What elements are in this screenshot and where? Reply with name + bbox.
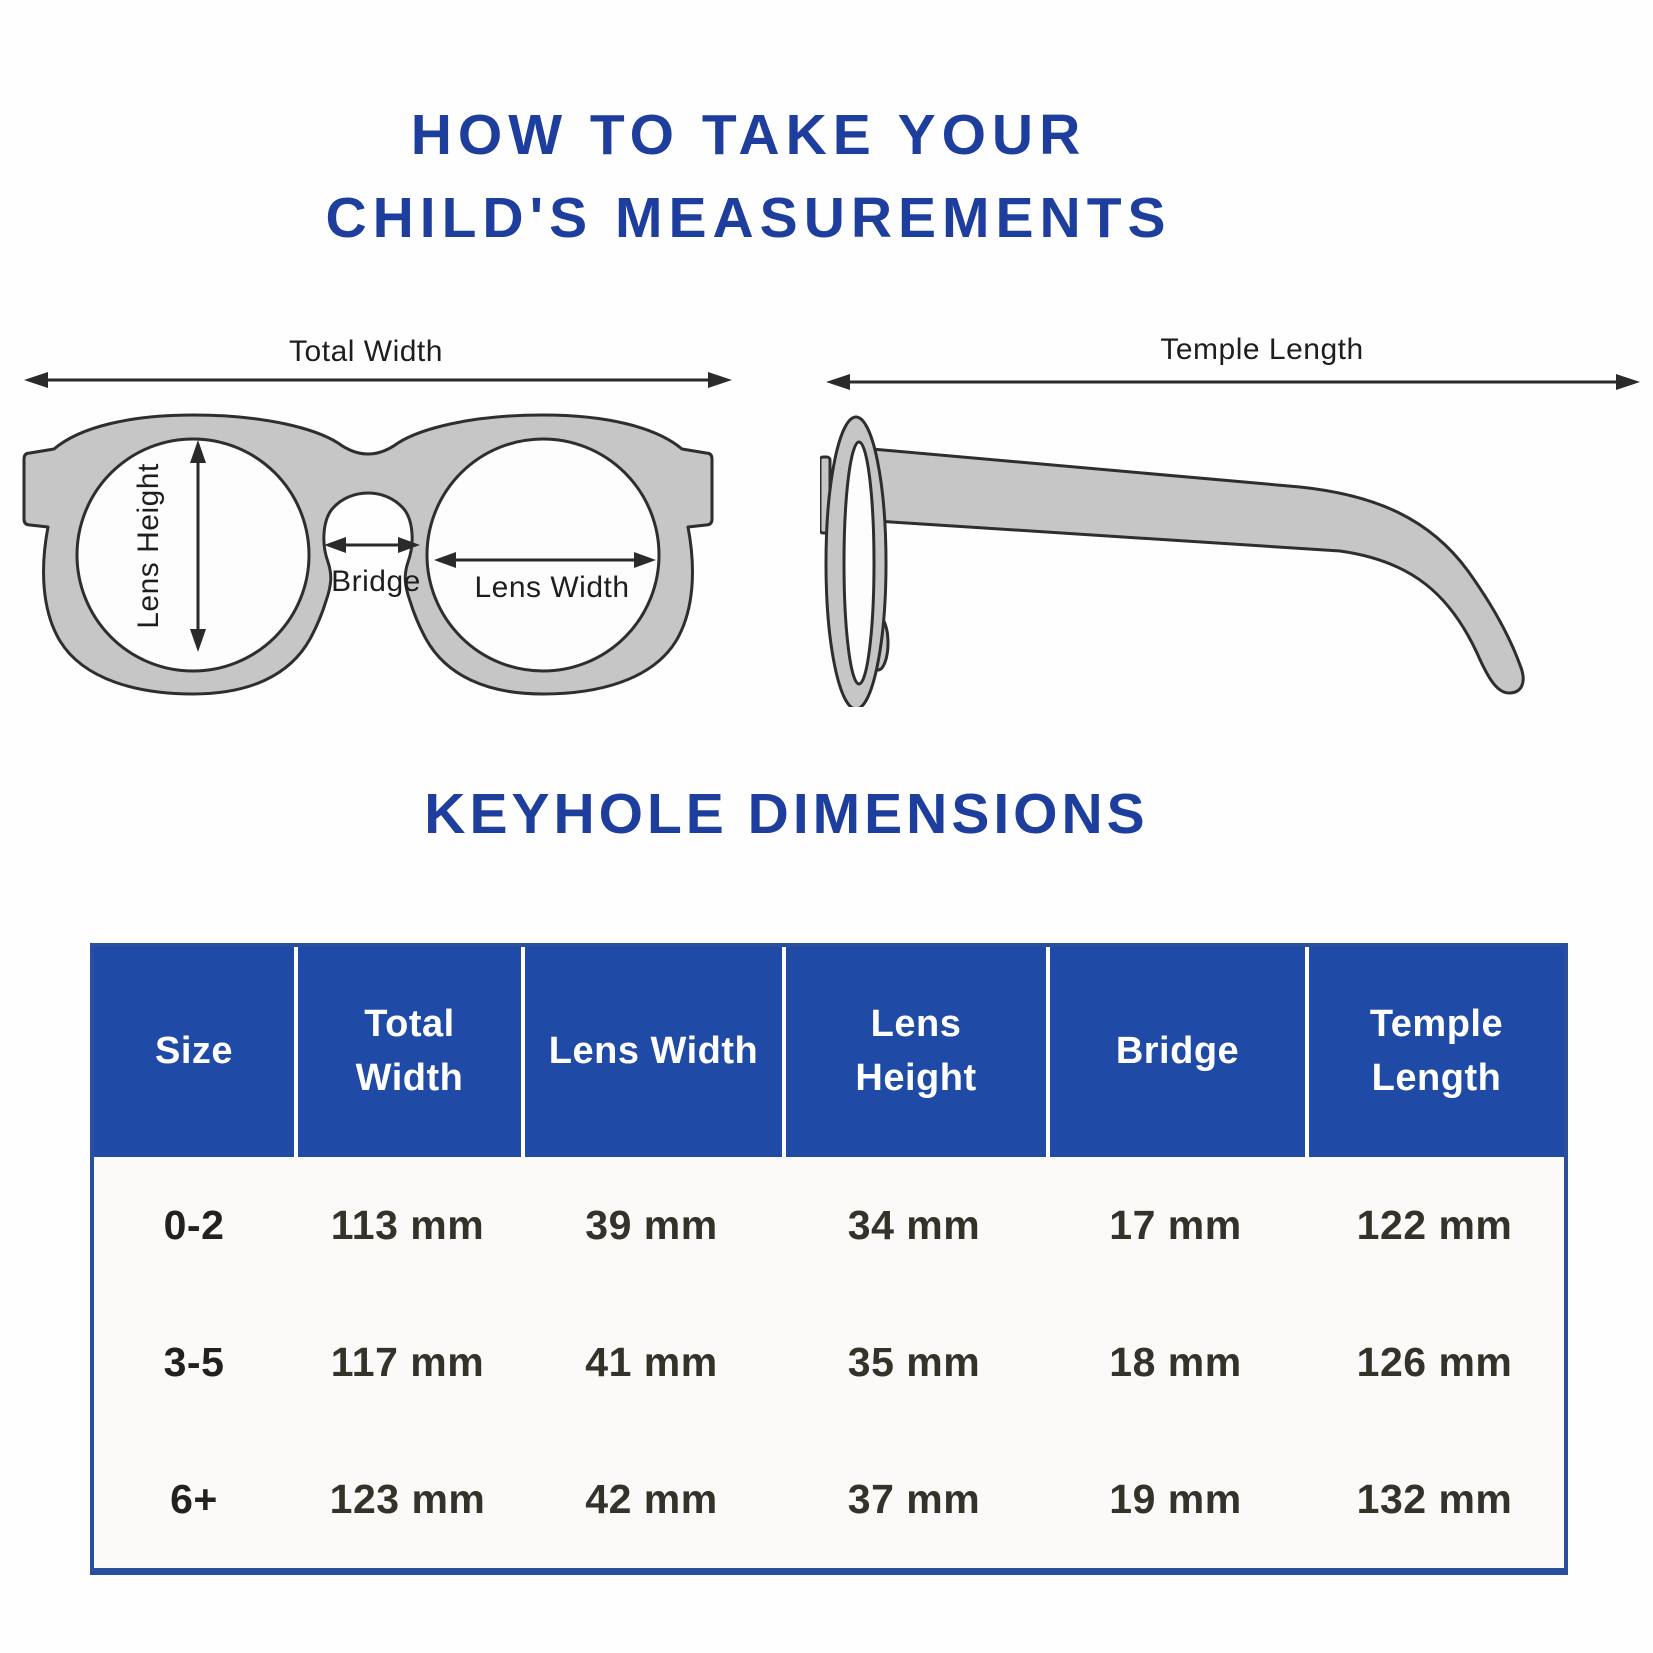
total-width-value: 113 mm [330, 1202, 485, 1249]
lens-width-value: 39 mm [585, 1202, 718, 1249]
bridge-value: 18 mm [1109, 1339, 1242, 1386]
column-header-total-width: Total Width [294, 947, 521, 1157]
section-title: KEYHOLE DIMENSIONS [424, 782, 1149, 847]
side-lens [844, 442, 874, 684]
lens-width-label: Lens Width [474, 571, 630, 605]
temple-length-value: 132 mm [1356, 1476, 1513, 1523]
column-header-bridge: Bridge [1046, 947, 1305, 1157]
glasses-front-view-diagram [18, 323, 738, 707]
lens-width-value: 41 mm [585, 1339, 718, 1386]
column-header-temple-length: Temple Length [1305, 947, 1564, 1157]
temple-length-value: 126 mm [1356, 1339, 1513, 1386]
lens-height-value: 34 mm [847, 1202, 981, 1249]
size-value: 0-2 [163, 1202, 225, 1249]
total-width-value: 123 mm [329, 1476, 486, 1523]
column-header-lens-width: Lens Width [521, 947, 782, 1157]
page-title-line-1: HOW TO TAKE YOUR [410, 103, 1087, 167]
temple-length-value: 122 mm [1356, 1202, 1513, 1249]
column-header-lens-height: Lens Height [782, 947, 1046, 1157]
page-title-line-2: CHILD'S MEASUREMENTS [325, 185, 1172, 250]
size-value: 3-5 [163, 1339, 225, 1386]
bridge-value: 19 mm [1109, 1476, 1242, 1523]
glasses-side-view-diagram [820, 323, 1650, 707]
table-row [94, 1157, 1564, 1294]
page-title [0, 0, 1575, 259]
temple-length-label: Temple Length [1160, 333, 1364, 367]
total-width-value: 117 mm [330, 1339, 485, 1386]
lens-height-value: 35 mm [847, 1339, 981, 1386]
lens-height-value: 37 mm [847, 1476, 981, 1523]
table-row [94, 1431, 1564, 1568]
column-header-size: Size [94, 947, 294, 1157]
temple-arm [872, 449, 1523, 693]
lens-height-label: Lens Height [132, 463, 165, 630]
keyhole-dimensions-table [90, 943, 1568, 1575]
temple-length-arrow [826, 374, 1640, 390]
table-header-row [94, 947, 1564, 1157]
table-row [94, 1294, 1564, 1431]
bridge-value: 17 mm [1109, 1202, 1242, 1249]
right-lens [427, 439, 659, 671]
total-width-arrow [24, 372, 732, 388]
bridge-arrow [324, 537, 420, 553]
bridge-label: Bridge [331, 565, 421, 599]
total-width-label: Total Width [289, 335, 443, 369]
measurement-diagrams [0, 323, 1653, 707]
lens-width-value: 42 mm [585, 1476, 718, 1523]
size-value: 6+ [170, 1476, 218, 1523]
